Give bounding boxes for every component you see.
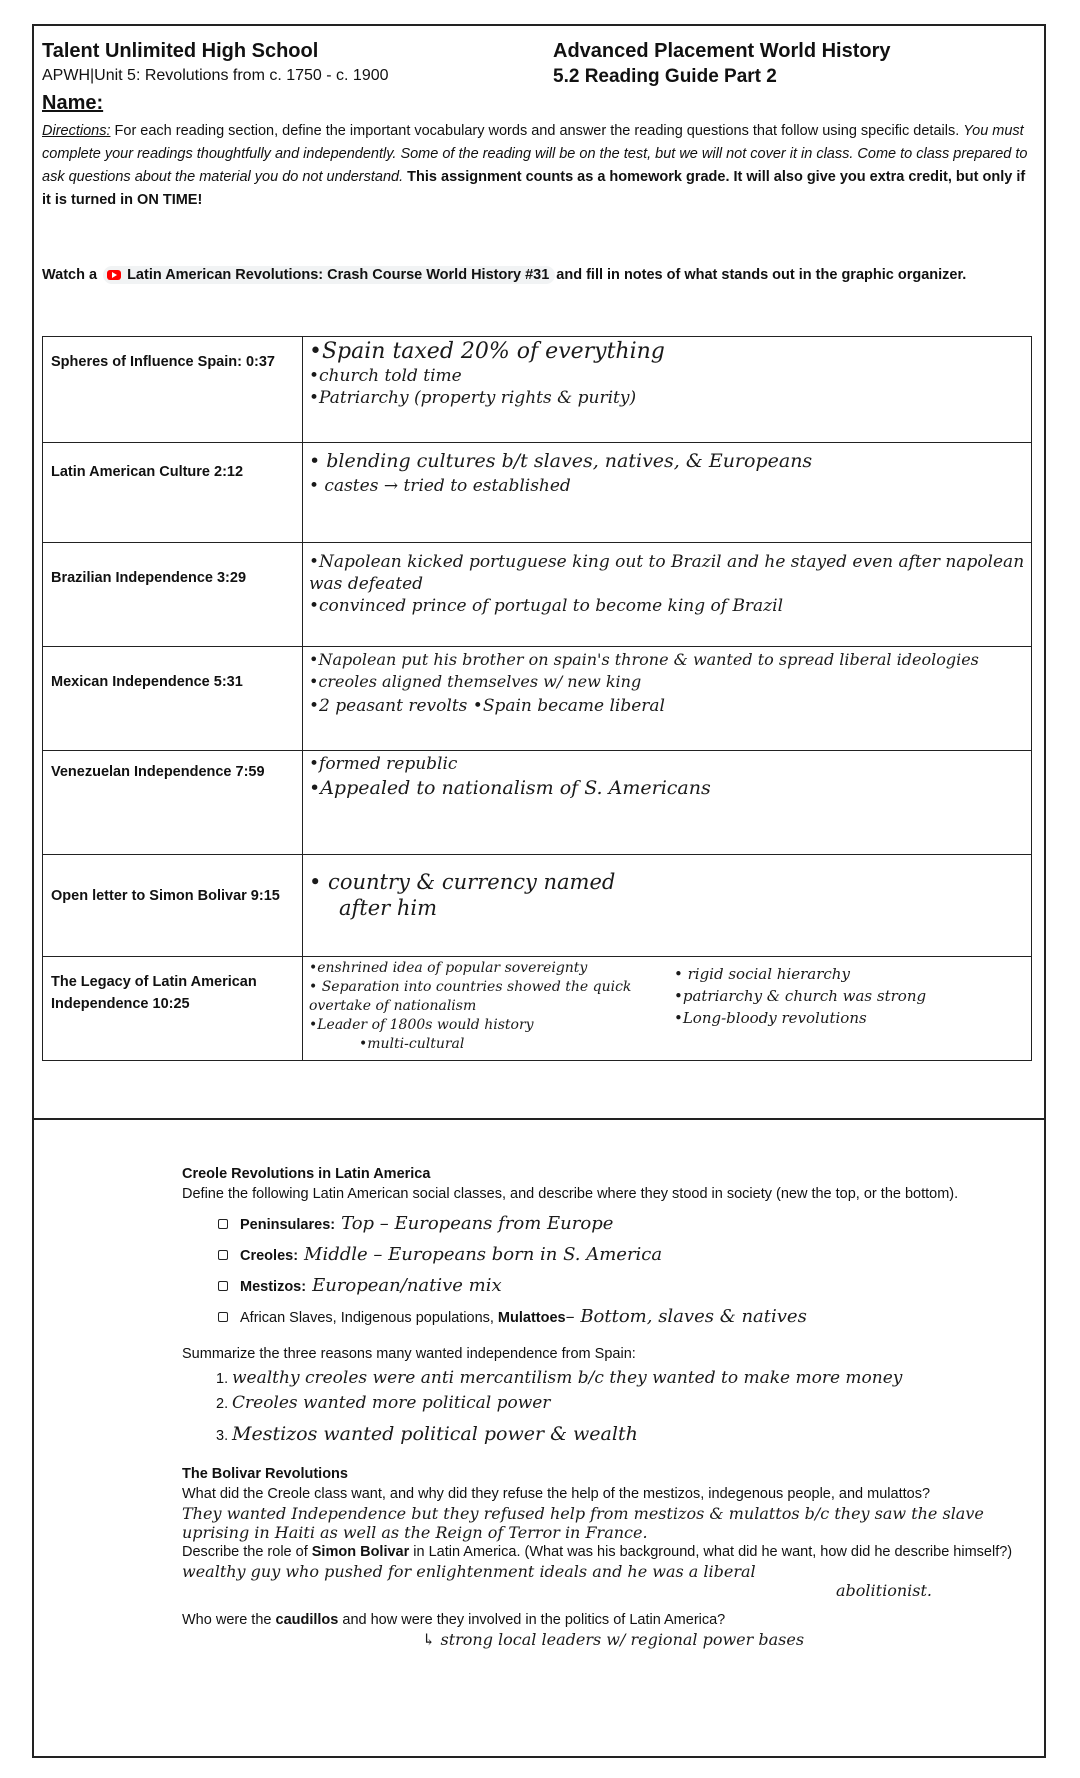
organizer-topic: The Legacy of Latin American Independence 10:25 (43, 957, 303, 1061)
organizer-notes[interactable] (303, 337, 1032, 443)
bolivar-answer-1[interactable]: They wanted Independence but they refused help from mestizos & mulattos b/c they saw the slave uprising in Haiti as well as the Reign of Terror in France. (182, 1504, 984, 1542)
note-line: •convinced prince of portugal to become king of Brazil (309, 596, 784, 616)
social-class-label: Mulattoes (497, 1310, 566, 1326)
youtube-icon (107, 270, 121, 280)
note-line: •Appealed to nationalism of S. Americans (309, 777, 711, 799)
note-line: •enshrined idea of popular sovereignty (309, 960, 588, 976)
directions (42, 120, 1032, 212)
social-class-answer[interactable]: Middle – Europeans born in S. America (304, 1244, 663, 1265)
graphic-organizer (42, 336, 1032, 1061)
note-line: • castes → tried to established (309, 476, 571, 496)
bolivar-answer-2[interactable]: wealthy guy who pushed for enlightenment ideals and he was a liberal (182, 1562, 756, 1581)
bolivar-section-title: The Bolivar Revolutions (182, 1466, 348, 1482)
social-class-item (218, 1307, 1032, 1328)
video-link-title[interactable]: Latin American Revolutions: Crash Course World History #31 (127, 267, 550, 283)
social-class-answer[interactable]: European/native mix (312, 1275, 502, 1296)
organizer-row (43, 957, 1032, 1061)
directions-label: Directions: (42, 123, 111, 139)
social-class-label: Creoles: (240, 1248, 299, 1264)
note-line: •Spain taxed 20% of everything (309, 339, 665, 364)
bolivar-question-2: Describe the role of Simon Bolivar in Latin America. (What was his background, what did he want, how did he describe himself?) (182, 1544, 1013, 1560)
legacy-notes (309, 959, 1025, 1054)
note-line: • rigid social hierarchy (674, 965, 850, 983)
organizer-row (43, 337, 1032, 443)
course-line: APWH|Unit 5: Revolutions from c. 1750 - c. 1900 (42, 67, 389, 84)
reason-answer[interactable]: Creoles wanted more political power (232, 1393, 551, 1413)
header-left (42, 38, 389, 88)
legacy-notes-right (674, 959, 1025, 1054)
organizer-row (43, 647, 1032, 751)
note-line: •2 peasant revolts •Spain became liberal (309, 696, 665, 716)
reason-number: 2. (216, 1396, 229, 1412)
organizer-notes[interactable] (303, 751, 1032, 855)
creole-section-title: Creole Revolutions in Latin America (182, 1166, 431, 1182)
checkbox-icon[interactable] (218, 1281, 228, 1291)
note-line: • Separation into countries showed the quick overtake of nationalism (309, 979, 632, 1014)
note-line: • country & currency named (309, 870, 616, 894)
social-class-item (218, 1214, 1032, 1235)
social-class-label-plain: African Slaves, Indigenous populations, (240, 1310, 494, 1326)
reason-answer[interactable]: Mestizos wanted political power & wealth (232, 1423, 638, 1445)
organizer-notes[interactable] (303, 543, 1032, 647)
organizer-row (43, 443, 1032, 543)
reason-item (216, 1393, 1032, 1414)
name-label: Name: (42, 92, 104, 114)
organizer-topic: Open letter to Simon Bolivar 9:15 (43, 855, 303, 957)
note-line: •formed republic (309, 754, 458, 774)
organizer-notes[interactable] (303, 647, 1032, 751)
organizer-topic: Latin American Culture 2:12 (43, 443, 303, 543)
note-line: after him (339, 896, 438, 920)
note-line: •Patriarchy (property rights & purity) (309, 388, 637, 408)
checkbox-icon[interactable] (218, 1219, 228, 1229)
school-name: Talent Unlimited High School (42, 40, 319, 62)
organizer-notes[interactable] (303, 443, 1032, 543)
social-class-answer[interactable]: – Bottom, slaves & natives (565, 1306, 807, 1327)
organizer-row (43, 543, 1032, 647)
social-class-answer[interactable]: Top – Europeans from Europe (341, 1213, 614, 1234)
legacy-notes-left (309, 959, 660, 1054)
organizer-topic: Venezuelan Independence 7:59 (43, 751, 303, 855)
note-line: •Leader of 1800s would history (309, 1017, 534, 1033)
note-line: •Napolean kicked portuguese king out to Brazil and he stayed even after napolean was defeated (309, 552, 1025, 594)
reasons-prompt: Summarize the three reasons many wanted independence from Spain: (182, 1346, 636, 1362)
directions-text-1: For each reading section, define the important vocabulary words and answer the reading questions that follow using specific details. (110, 123, 964, 139)
organizer-topic: Brazilian Independence 3:29 (43, 543, 303, 647)
organizer-topic: Spheres of Influence Spain: 0:37 (43, 337, 303, 443)
checkbox-icon[interactable] (218, 1312, 228, 1322)
note-line: •creoles aligned themselves w/ new king (309, 672, 642, 691)
social-class-item (218, 1245, 1032, 1266)
bolivar-question-3: Who were the caudillos and how were they involved in the politics of Latin America? (182, 1612, 726, 1628)
organizer-row (43, 751, 1032, 855)
bolivar-question-1: What did the Creole class want, and why did they refuse the help of the mestizos, indegenous people, and mulattos? (182, 1486, 931, 1502)
watch-instructions (42, 266, 966, 284)
checkbox-icon[interactable] (218, 1250, 228, 1260)
organizer-row (43, 855, 1032, 957)
social-class-label: Mestizos: (240, 1279, 307, 1295)
guide-title: 5.2 Reading Guide Part 2 (553, 66, 777, 87)
course-title: Advanced Placement World History (553, 40, 891, 62)
reason-number: 3. (216, 1428, 229, 1444)
bolivar-answer-3[interactable]: ↳ strong local leaders w/ regional power bases (422, 1630, 805, 1649)
directions-text-2: You must complete your readings thoughtfully and independently. Some of the reading will be on the test, but we will not cover it in class. Come to class prepared to ask questions about the material you do not understand. (42, 123, 1028, 185)
reason-item (216, 1424, 1032, 1446)
header-right (553, 38, 891, 89)
note-line: •church told time (309, 366, 462, 386)
creole-instructions: Define the following Latin American social classes, and describe where they stood in society (new the top, or the bottom). (182, 1186, 959, 1202)
reason-item (216, 1368, 1032, 1389)
bolivar-answer-2b[interactable]: abolitionist. (836, 1581, 932, 1600)
directions-text-3: This assignment counts as a homework grade. It will also give you extra credit, but only if it is turned in ON TIME! (42, 169, 1026, 208)
note-line: •patriarchy & church was strong (674, 987, 927, 1005)
organizer-notes[interactable] (303, 957, 1032, 1061)
social-class-label: Peninsulares: (240, 1217, 336, 1233)
social-class-item (218, 1276, 1032, 1297)
reason-answer[interactable]: wealthy creoles were anti mercantilism b/c they wanted to make more money (232, 1368, 903, 1388)
note-line: •Long-bloody revolutions (674, 1009, 867, 1027)
organizer-topic: Mexican Independence 5:31 (43, 647, 303, 751)
note-line: • blending cultures b/t slaves, natives, & Europeans (309, 450, 813, 472)
video-link-chip[interactable] (103, 266, 555, 284)
reason-number: 1. (216, 1371, 229, 1387)
watch-suffix: and fill in notes of what stands out in the graphic organizer. (556, 267, 967, 283)
creole-section (182, 1164, 1032, 1649)
organizer-notes[interactable] (303, 855, 1032, 957)
note-line: •Napolean put his brother on spain's throne & wanted to spread liberal ideologies (309, 650, 979, 669)
note-line: •multi-cultural (359, 1036, 465, 1052)
watch-prefix: Watch a (42, 267, 98, 283)
